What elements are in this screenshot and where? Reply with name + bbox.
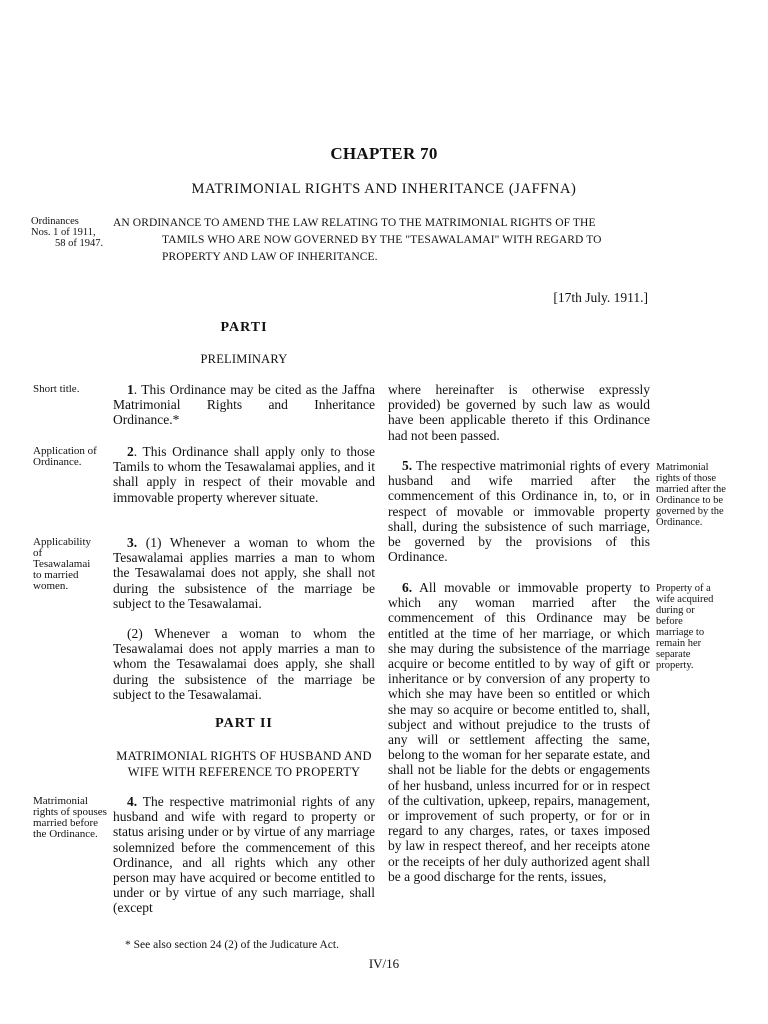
- section-text: All movable or immovable property to which any woman married after the commencement of this Ordinance may be entitled at the time of her marriage, or which she may during the subsistence of the marriage acquire or become entitled to by way of gift or inheritance or by conversion of any property to which she may have been so entitled or which she may so acquire or become entitled to, shall, subject and without prejudice to the trusts of any will or settlement affecting the same, belong to the woman for her separate estate, and shall not be liable for the debts or engagements of her husband, unless incurred for or in respect of the cultivation, upkeep, repairs, management, or improvement of such property, or for or in regard to any charges, rates, or taxes imposed by law in respect thereof, and her receipts atone or the receipts of her duly authorized agent shall be a good discharge for the rents, issues,: [388, 580, 650, 884]
- section-3-1: [113, 535, 375, 611]
- part-1-subheading: PRELIMINARY: [200, 352, 288, 366]
- section-number: 3.: [127, 535, 138, 550]
- section-number: 2: [127, 444, 134, 459]
- act-title: MATRIMONIAL RIGHTS AND INHERITANCE (JAFFNA): [191, 181, 577, 197]
- margin-note-wife-property: Property of a wife acquired during or before marriage to remain her separate property.: [656, 583, 714, 671]
- chapter-title: CHAPTER 70: [330, 144, 438, 163]
- section-text: . This Ordinance shall apply only to those Tamils to whom the Tesawalamai applies, and it shall apply in respect of their movable and immovable property wherever situate.: [113, 444, 375, 505]
- margin-note-married-after: Matrimonial rights of those married after the Ordinance to be governed by the Ordinance.: [656, 462, 726, 528]
- section-4-continued: [388, 382, 650, 443]
- section-text: The respective matrimonial rights of every husband and wife married after the commencement of this Ordinance in, to, or in respect of movable or immovable property shall, during the subsistence of such marriage, be governed by the provisions of this Ordinance.: [388, 458, 650, 565]
- margin-note-short-title: Short title.: [33, 383, 80, 395]
- preamble: [113, 215, 653, 266]
- part-2-heading: PART II: [215, 716, 273, 731]
- margin-note-application: Application of Ordinance.: [33, 445, 97, 468]
- margin-note-applicability: Applicability of Tesawalamai to married women.: [33, 536, 92, 592]
- ordinance-note-line: 58 of 1947.: [55, 238, 104, 249]
- margin-note-spouses-before: Matrimonial rights of spouses married before the Ordinance.: [33, 795, 107, 840]
- section-text: (2) Whenever a woman to whom the Tesawalamai does not apply marries a man to whom the Tesawalamai does apply, she shall during the subsistence of the marriage be subject to the Tesawalamai.: [113, 626, 375, 702]
- section-1: [113, 382, 375, 428]
- enactment-date: [17th July. 1911.]: [553, 290, 648, 305]
- section-text: (1) Whenever a woman to whom the Tesawalamai applies marries a man to whom the Tesawalamai does not apply, she shall not during the subsistence of the marriage be subject to the Tesawalamai.: [113, 535, 375, 611]
- preamble-line: PROPERTY AND LAW OF INHERITANCE.: [162, 251, 378, 263]
- section-text: where hereinafter is otherwise expressly provided) be governed by such law as would have been applicable thereto if this Ordinance had not been passed.: [388, 382, 650, 443]
- section-text: The respective matrimonial rights of any husband and wife with regard to property or status arising under or by virtue of any marriage solemnized before the commencement of this Ordinance, and all rights which any other person may have acquired or become entitled to under or by virtue of any such marriage, shall (except: [113, 794, 375, 916]
- part-2-subheading: MATRIMONIAL RIGHTS OF HUSBAND AND WIFE WITH REFERENCE TO PROPERTY: [116, 749, 372, 779]
- ordinance-note-line: Ordinances: [31, 216, 79, 227]
- section-5: [388, 458, 650, 564]
- section-3-2: [113, 626, 375, 702]
- section-4: [113, 794, 375, 916]
- section-6: [388, 580, 650, 884]
- preamble-line: AN ORDINANCE TO AMEND THE LAW RELATING TO THE MATRIMONIAL RIGHTS OF THE: [113, 217, 596, 229]
- section-number: 6.: [402, 580, 413, 595]
- section-number: 5.: [402, 458, 413, 473]
- ordinance-reference-note: [31, 216, 111, 249]
- part-1-heading: PARTI: [220, 320, 268, 335]
- section-number: 4.: [127, 794, 138, 809]
- ordinance-note-line: Nos. 1 of 1911,: [31, 227, 96, 238]
- preamble-line: TAMILS WHO ARE NOW GOVERNED BY THE "TESAWALAMAI" WITH REGARD TO: [162, 234, 602, 246]
- section-text: . This Ordinance may be cited as the Jaffna Matrimonial Rights and Inheritance Ordinance.*: [113, 382, 375, 428]
- footnote: * See also section 24 (2) of the Judicature Act.: [125, 939, 339, 951]
- page-number: IV/16: [368, 956, 400, 971]
- section-2: [113, 444, 375, 505]
- section-number: 1: [127, 382, 134, 397]
